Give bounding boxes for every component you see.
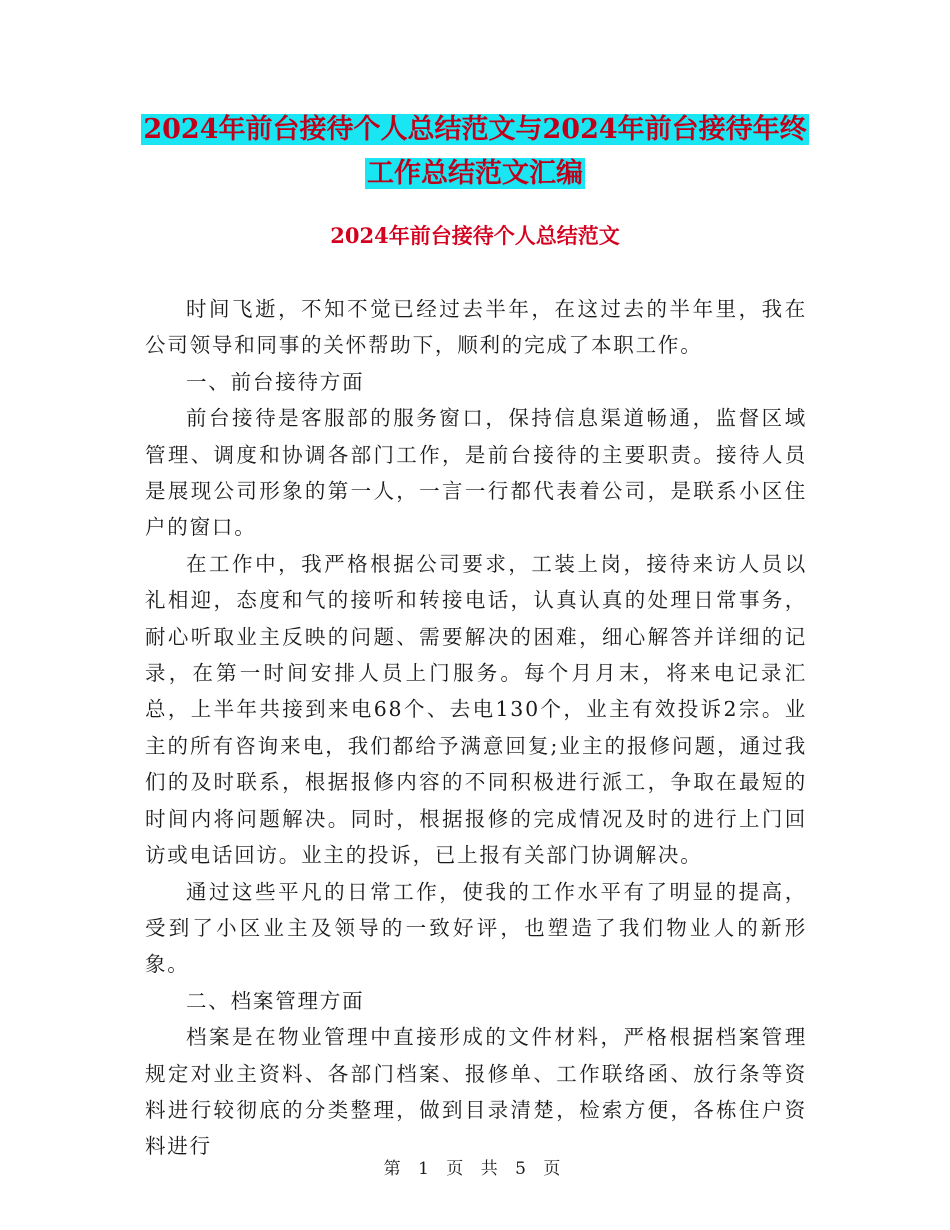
paragraph-reception-role: 前台接待是客服部的服务窗口，保持信息渠道畅通，监督区域管理、调度和协调各部门工作，是前台接待的主要职责。接待人员是展现公司形象的第一人，一言一行都代表着公司，是联系小区住户的窗口。	[145, 406, 807, 540]
document-title-line-1: 2024年前台接待个人总结范文与2024年前台接待年终	[143, 114, 807, 145]
heading-archives: 二、档案管理方面	[186, 988, 365, 1013]
document-title-line-2: 工作总结范文汇编	[367, 158, 583, 189]
document-title	[0, 108, 950, 196]
paragraph-intro: 时间飞逝，不知不觉已经过去半年，在这过去的半年里，我在公司领导和同事的关怀帮助下，顺利的完成了本职工作。	[145, 297, 807, 358]
paragraph-reception-work: 在工作中，我严格根据公司要求，工装上岗，接待来访人员以礼相迎，态度和气的接听和转接电话，认真认真的处理日常事务，耐心听取业主反映的问题、需要解决的困难，细心解答并详细的记录，在第一时间安排人员上门服务。每个月月末，将来电记录汇总，上半年共接到来电68个、去电130个，业主有效投诉2宗。业主的所有咨询来电，我们都给予满意回复;业主的报修问题，通过我们的及时联系，根据报修内容的不同积极进行派工，争取在最短的时间内将问题解决。同时，根据报修的完成情况及时的进行上门回访或电话回访。业主的投诉，已上报有关部门协调解决。	[145, 551, 807, 868]
paragraph-reception-result: 通过这些平凡的日常工作，使我的工作水平有了明显的提高，受到了小区业主及领导的一致好评，也塑造了我们物业人的新形象。	[145, 879, 807, 977]
document-body	[145, 291, 807, 1165]
heading-reception: 一、前台接待方面	[186, 369, 365, 394]
paragraph-archives: 档案是在物业管理中直接形成的文件材料，严格根据档案管理规定对业主资料、各部门档案、报修单、工作联络函、放行条等资料进行较彻底的分类整理，做到目录清楚，检索方便，各栋住户资料进行	[145, 1025, 807, 1159]
section-title: 2024年前台接待个人总结范文	[330, 223, 620, 248]
page-footer: 第 1 页 共 5 页	[383, 1159, 567, 1179]
